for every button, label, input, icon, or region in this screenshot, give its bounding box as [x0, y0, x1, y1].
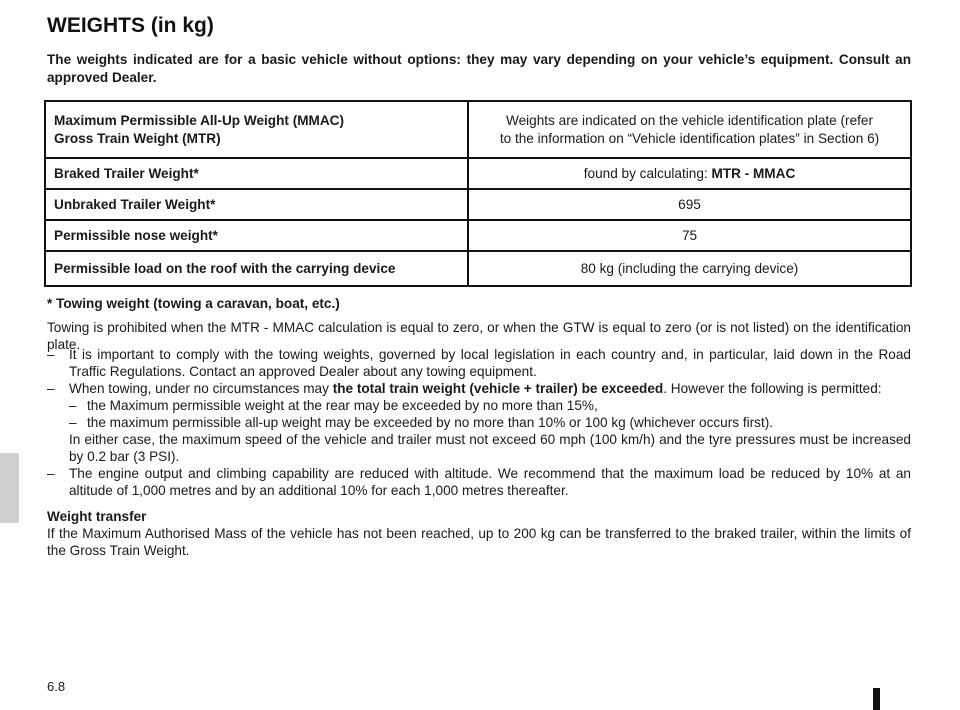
calc-formula: MTR - MMAC — [711, 165, 796, 181]
roof-load-label: Permissible load on the roof with the carrying device — [45, 251, 468, 286]
table-row — [45, 101, 911, 158]
footnote-heading: * Towing weight (towing a caravan, boat, etc.) — [47, 296, 340, 311]
table-row — [45, 189, 911, 220]
sub-list — [69, 397, 911, 431]
calc-prefix: found by calculating: — [583, 165, 712, 181]
intro-text: The weights indicated are for a basic vehicle without options: they may vary depending on your vehicle’s equipment. Consult an approved Dealer. — [47, 52, 911, 85]
transfer-heading: Weight transfer — [47, 509, 147, 524]
list-item — [47, 380, 911, 465]
plate-info-line2: to the information on “Vehicle identification plates” in Section 6) — [499, 130, 880, 146]
towing-text: Towing is prohibited when the MTR - MMAC calculation is equal to zero, or when the GTW is equal to zero (or is not listed) on the identification plate. — [47, 320, 911, 352]
weights-table — [44, 100, 912, 287]
unbraked-trailer-label: Unbraked Trailer Weight* — [45, 189, 468, 220]
list-item: – It is important to comply with the towing weights, governed by local legislation in each country and, in particular, laid down in the Road Traffic Regulations. Contact an approved Dealer about any towing equipment. — [47, 346, 911, 380]
nose-weight-value: 75 — [468, 220, 911, 251]
section-tab — [0, 453, 19, 523]
table-cell-value — [468, 101, 911, 158]
body-text — [47, 295, 911, 559]
table-row — [45, 251, 911, 286]
mmac-label: Maximum Permissible All-Up Weight (MMAC) — [54, 112, 345, 128]
list-item: – the maximum permissible all-up weight may be exceeded by no more than 10% or 100 kg (whichever occurs first). — [69, 414, 911, 431]
plate-info-line1: Weights are indicated on the vehicle identification plate (refer — [506, 112, 873, 128]
b2-post: . However the following is permitted: — [663, 381, 882, 396]
page-number: 6.8 — [47, 679, 66, 694]
list-item: – The engine output and climbing capability are reduced with altitude. We recommend that the maximum load be reduced by 10% at an altitude of 1,000 metres and by an additional 10% for each 1,000 metres thereafter. — [47, 465, 911, 499]
roof-load-value: 80 kg (including the carrying device) — [468, 251, 911, 286]
table-row — [45, 220, 911, 251]
corner-mark — [873, 688, 880, 710]
page-title: WEIGHTS (in kg) — [47, 14, 214, 37]
towing-list — [47, 346, 911, 499]
b2-continuation: In either case, the maximum speed of the vehicle and trailer must not exceed 60 mph (100 km/h) and the tyre pressures must be increased by 0.2 bar (3 PSI). — [69, 432, 911, 464]
transfer-text: If the Maximum Authorised Mass of the vehicle has not been reached, up to 200 kg can be transferred to the braked trailer, within the limits of the Gross Train Weight. — [47, 526, 911, 558]
weight-transfer — [47, 508, 911, 559]
braked-trailer-value — [468, 158, 911, 189]
table-row — [45, 158, 911, 189]
braked-trailer-label: Braked Trailer Weight* — [45, 158, 468, 189]
mtr-label: Gross Train Weight (MTR) — [54, 130, 221, 146]
unbraked-trailer-value: 695 — [468, 189, 911, 220]
table-cell-label — [45, 101, 468, 158]
b2-pre: When towing, under no circumstances may — [69, 381, 333, 396]
nose-weight-label: Permissible nose weight* — [45, 220, 468, 251]
b2-bold: the total train weight (vehicle + trailer) be exceeded — [332, 381, 664, 396]
list-item: – the Maximum permissible weight at the rear may be exceeded by no more than 15%, — [69, 397, 911, 414]
